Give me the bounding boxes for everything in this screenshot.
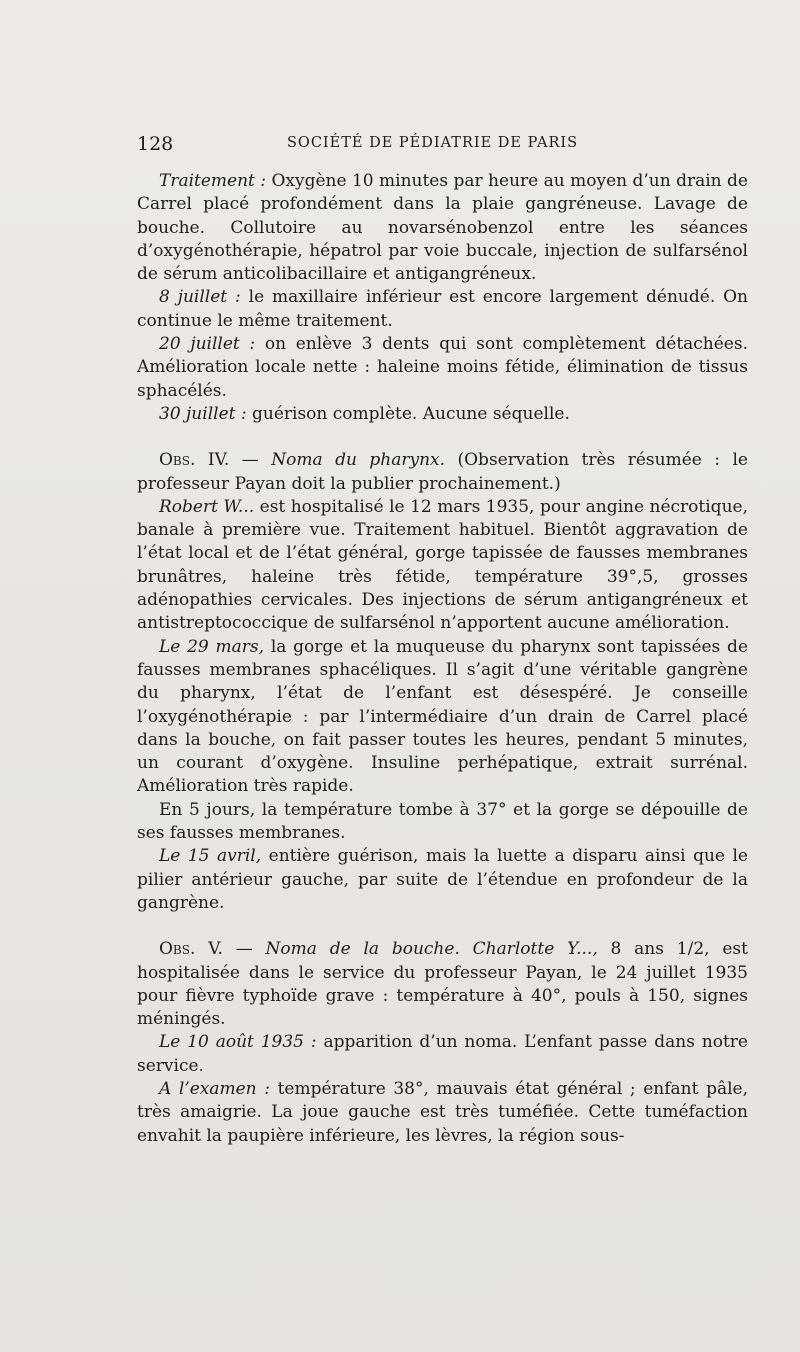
paragraph-20-juillet: 20 juillet : on enlève 3 dents qui sont complètement détachées. Amélioration locale nette : haleine moins fétide, élimination de tissus sphacélés. [137,334,748,401]
page-header [137,133,748,157]
paragraph-examen: A l’examen : température 38°, mauvais état général ; enfant pâle, très amaigrie. La joue gauche est très tuméfiée. Cette tuméfaction envahit la paupière inférieure, les lèvres, la région sous- [137,1078,748,1146]
date-15-avril: Le 15 avril, [159,846,262,867]
page-number: 128 [137,133,174,155]
traitement-label: Traitement : [159,171,267,191]
date-20-juillet: 20 juillet : [159,334,256,355]
observation-v-heading: Obs. V. — Noma de la bouche. Charlotte Y..., 8 ans 1/2, est hospitalisée dans le service du professeur Payan, le 24 juillet 1935 pour fièvre typhoïde grave : température à 40°, pouls à 150, signes méningés. [137,939,748,1030]
running-title: SOCIÉTÉ DE PÉDIATRIE DE PARIS [287,135,579,151]
observation-iv-heading: Obs. IV. — Noma du pharynx. (Observation très résumée : le professeur Payan doit la publier prochainement.) [137,450,748,494]
paragraph-30-juillet: 30 juillet : guérison complète. Aucune séquelle. [159,403,570,424]
section-gap [137,915,748,938]
date-10-aout: Le 10 août 1935 : [159,1032,317,1053]
paragraph-10-aout: Le 10 août 1935 : apparition d’un noma. L’enfant passe dans notre service. [137,1032,748,1076]
body-text [137,170,748,1148]
paragraph-5-jours: En 5 jours, la température tombe à 37° et la gorge se dépouille de ses fausses membranes. [137,799,748,844]
paragraph-8-juillet: 8 juillet : le maxillaire inférieur est encore largement dénudé. On continue le même traitement. [137,287,749,331]
obs-v-title: Noma de la bouche. Charlotte Y..., [265,939,598,960]
section-gap [137,426,748,449]
paragraph-15-avril: Le 15 avril, entière guérison, mais la luette a disparu ainsi que le pilier antérieur gauche, par suite de l’étendue en profondeur de la gangrène. [137,846,748,913]
date-29-mars: Le 29 mars, [159,636,265,657]
examen-label: A l’examen : [159,1078,270,1099]
paragraph-29-mars: Le 29 mars, la gorge et la muqueuse du pharynx sont tapissées de fausses membranes sphacéliques. Il s’agit d’une véritable gangrène du pharynx, l’état de l’enfant est désespéré. Je conseille l’oxygénothérapie : par l’intermédiaire d’un drain de Carrel placé dans la bouche, on fait passer toutes les heures, pendant 5 minutes, un courant d’oxygène. Insuline perhépatique, extrait surrénal. Amélioration très rapide. [137,636,748,797]
obs-iv-label: Obs. IV. [159,450,230,471]
date-8-juillet: 8 juillet : [159,287,241,308]
obs-iv-title: Noma du pharynx. [271,450,446,471]
paragraph-traitement: Traitement : Oxygène 10 minutes par heure au moyen d’un drain de Carrel placé profondément dans la plaie gangréneuse. Lavage de bouche. Collutoire au novarsénobenzol entre les séances d’oxygénothérapie, hépatrol par voie buccale, injection de sulfarsénol de sérum anticolibacillaire et antigangréneux. [137,171,748,285]
obs-v-label: Obs. V. [159,939,223,960]
patient-name-robert: Robert W... [159,496,255,517]
paragraph-robert: Robert W... est hospitalisé le 12 mars 1935, pour angine nécrotique, banale à première vue. Traitement habituel. Bientôt aggravation de l’état local et de l’état général, gorge tapissée de fausses membranes brunâtres, haleine très fétide, température 39°,5, grosses adénopathies cervicales. Des injections de sérum antigangréneux et antistreptococcique de sulfarsénol n’apportent aucune amélioration. [137,496,748,634]
date-30-juillet: 30 juillet : [159,403,247,424]
